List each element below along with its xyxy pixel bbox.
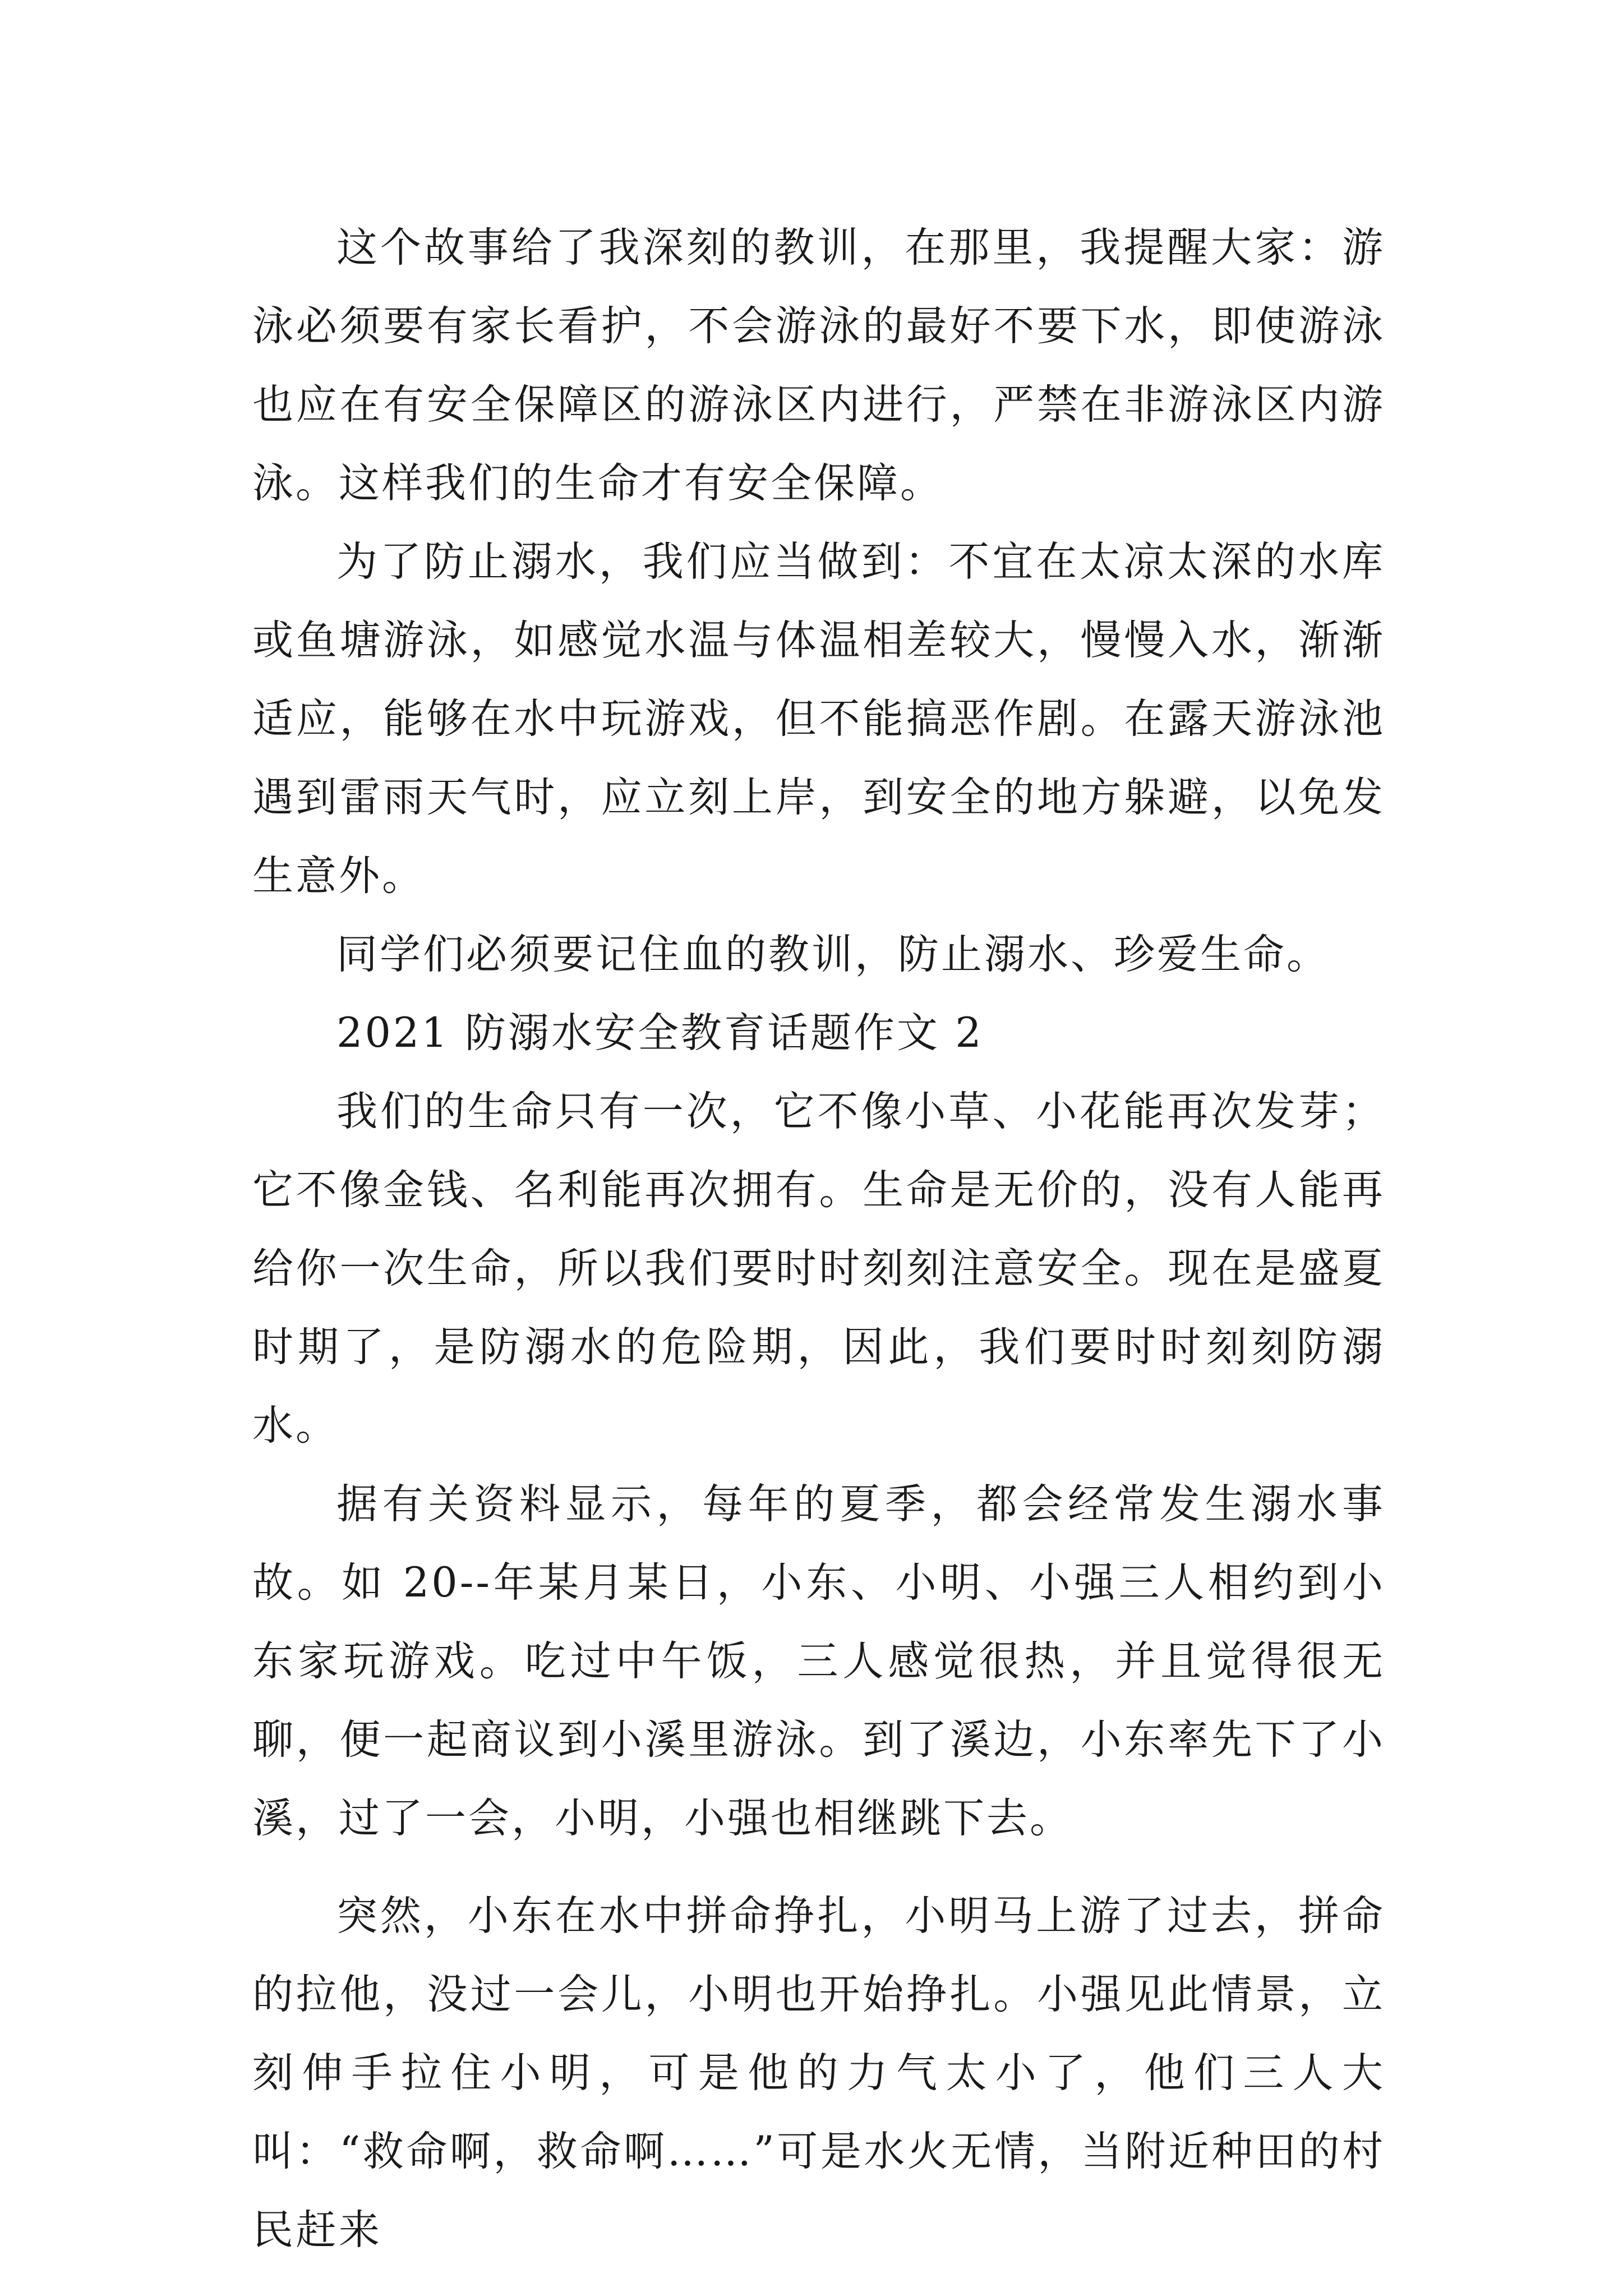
paragraph-remember: 同学们必须要记住血的教训，防止溺水、珍爱生命。	[336, 931, 1330, 978]
paragraph-prevention: 为了防止溺水，我们应当做到：不宜在太凉太深的水库或鱼塘游泳，如感觉水温与体温相差较大，慢慢入水，渐渐适应，能够在水中玩游戏，但不能搞恶作剧。在露天游泳池遇到雷雨天气时，应立刻上岸，到安全的地方躲避，以免发生意外。	[252, 538, 1385, 900]
paragraph-gap	[252, 1858, 1385, 1877]
document-body	[252, 209, 1385, 2270]
section-title: 2021 防溺水安全教育话题作文 2	[336, 1009, 984, 1057]
paragraph-struggle: 突然，小东在水中拼命挣扎，小明马上游了过去，拼命的拉他，没过一会儿，小明也开始挣扎。小强见此情景，立刻伸手拉住小明，可是他的力气太小了，他们三人大叫：“救命啊，救命啊……”可是水火无情，当附近种田的村民赶来	[252, 1892, 1385, 2254]
paragraph-statistics: 据有关资料显示，每年的夏季，都会经常发生溺水事故。如 20--年某月某日，小东、小明、小强三人相约到小东家玩游戏。吃过中午饭，三人感觉很热，并且觉得很无聊，便一起商议到小溪里游泳。到了溪边，小东率先下了小溪，过了一会，小明，小强也相继跳下去。	[252, 1480, 1385, 1842]
paragraph-life-once: 我们的生命只有一次，它不像小草、小花能再次发芽；它不像金钱、名利能再次拥有。生命是无价的，没有人能再给你一次生命，所以我们要时时刻刻注意安全。现在是盛夏时期了，是防溺水的危险期，因此，我们要时时刻刻防溺水。	[252, 1088, 1385, 1450]
paragraph-lesson: 这个故事给了我深刻的教训，在那里，我提醒大家：游泳必须要有家长看护，不会游泳的最好不要下水，即使游泳也应在有安全保障区的游泳区内进行，严禁在非游泳区内游泳。这样我们的生命才有安全保障。	[252, 224, 1385, 507]
